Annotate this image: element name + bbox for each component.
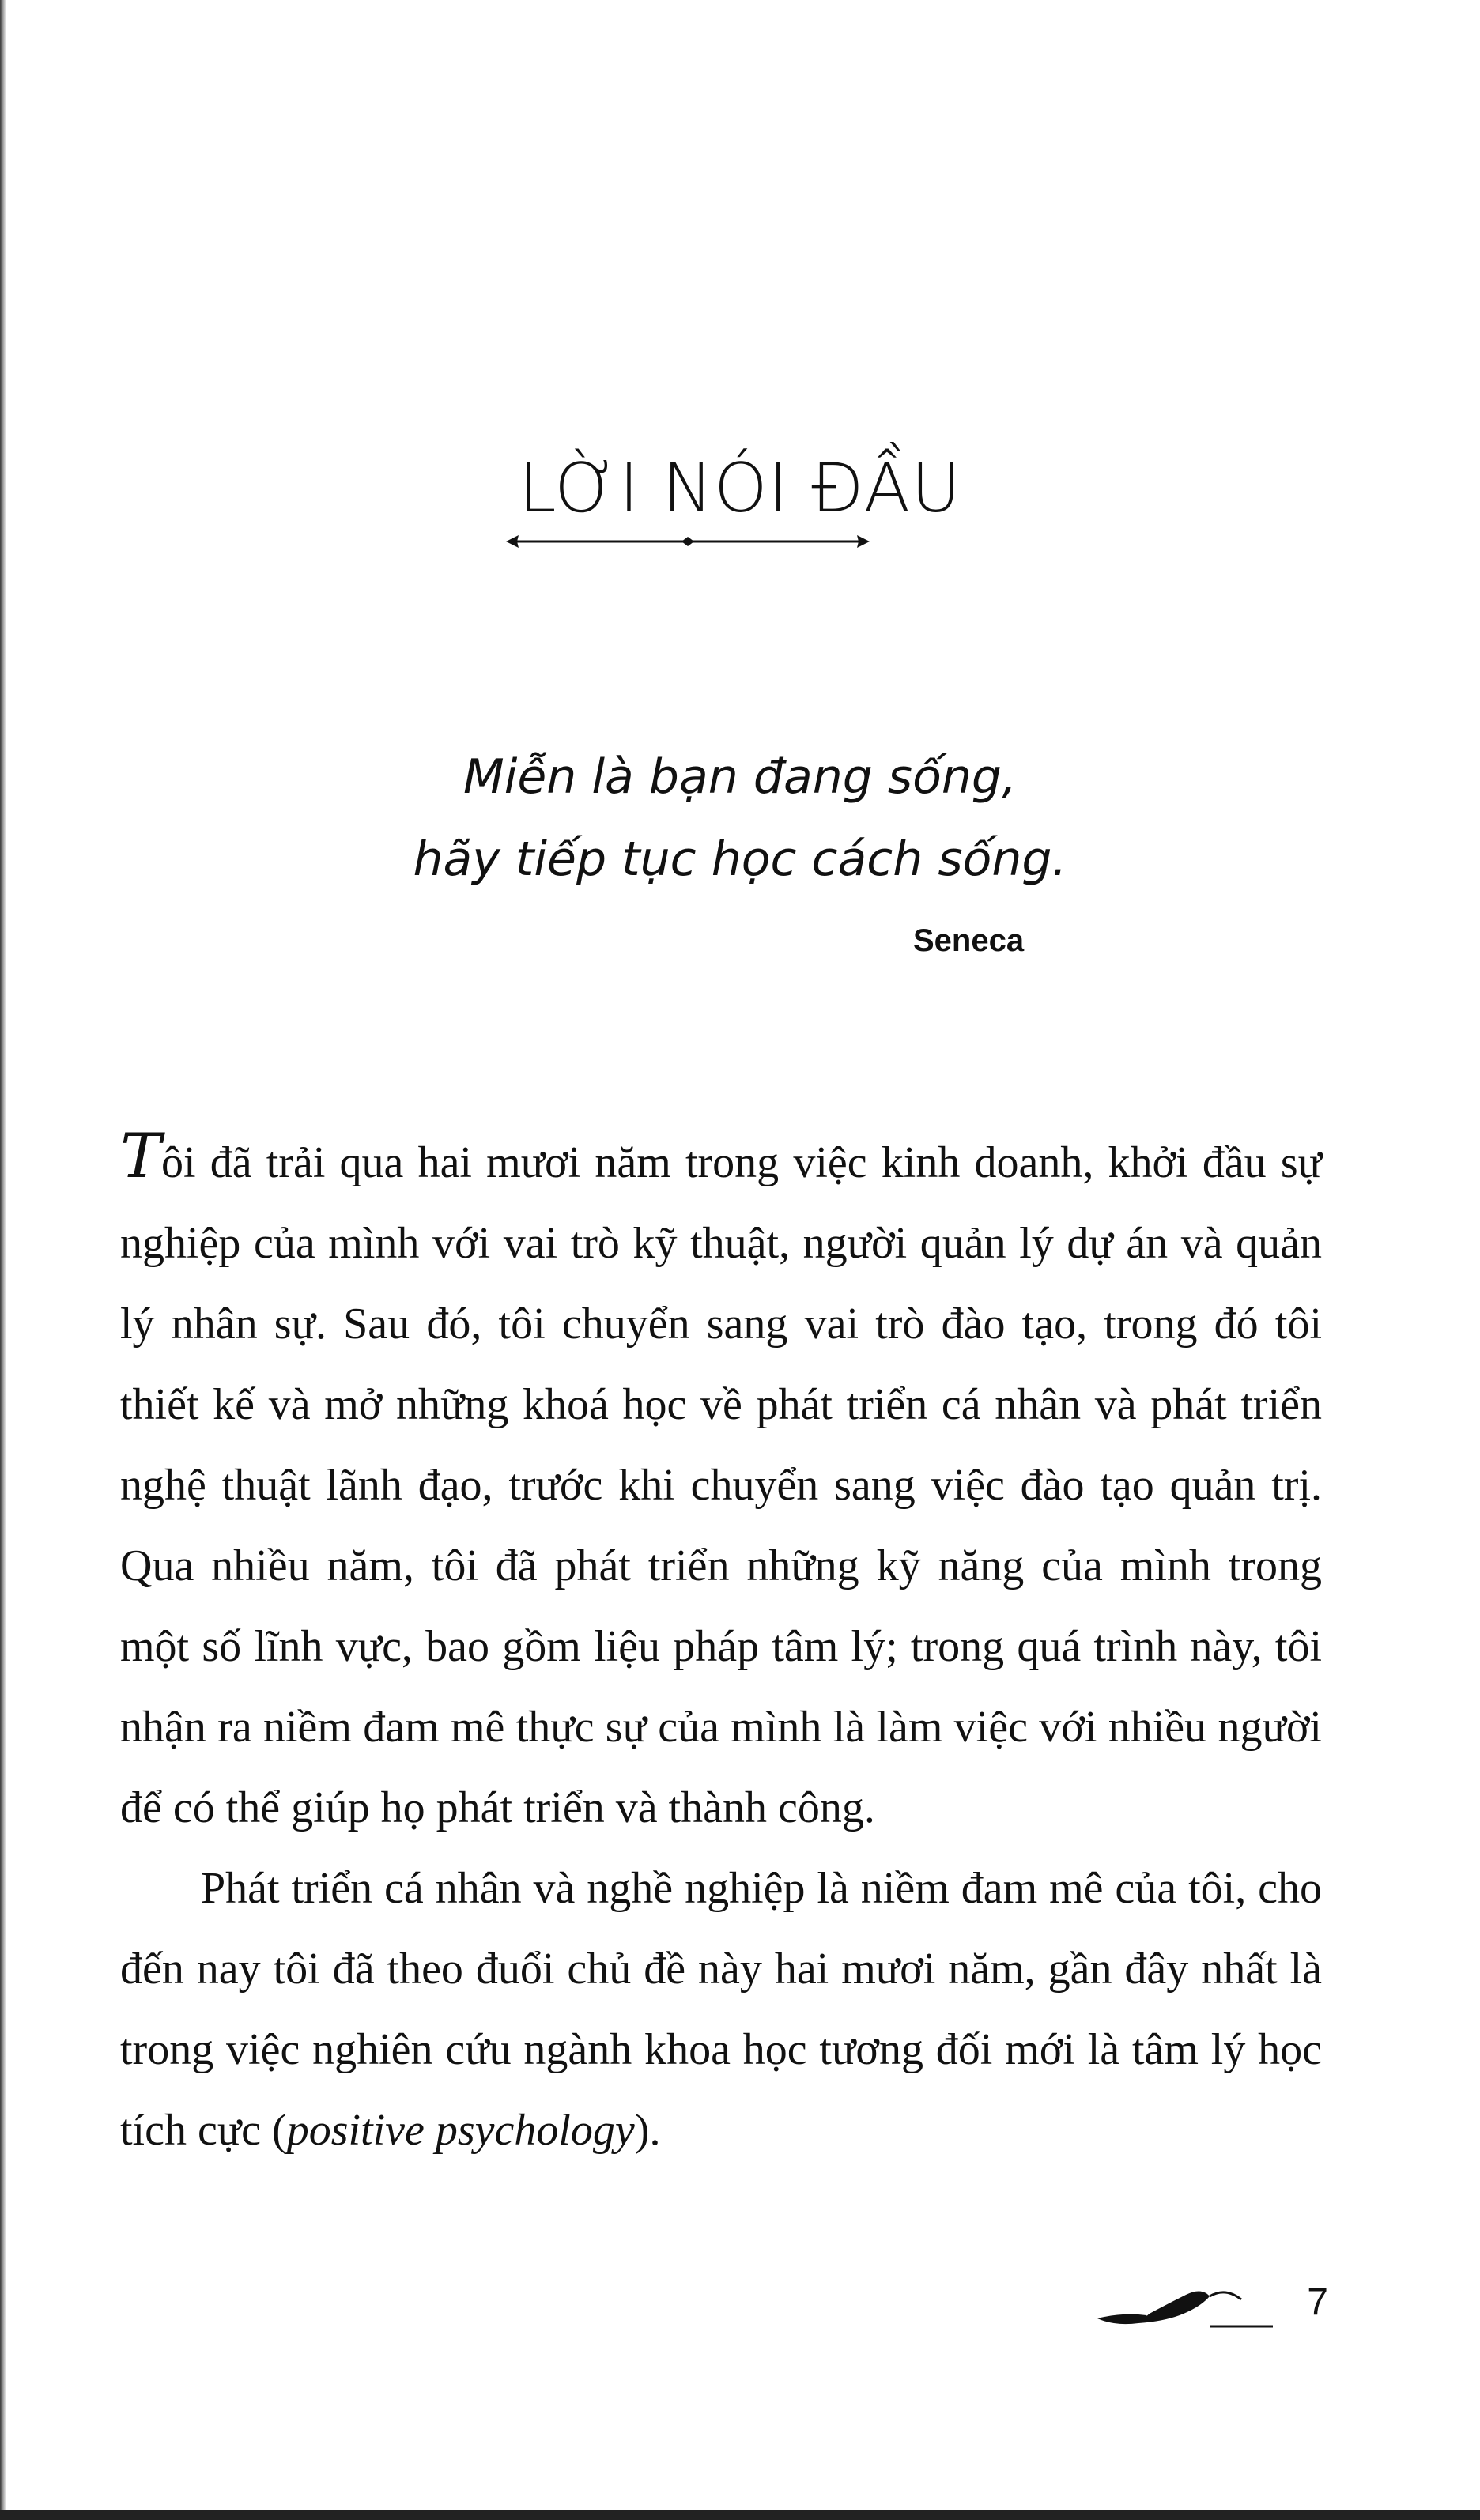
paragraph-2 bbox=[120, 1848, 1322, 2171]
page-footer bbox=[1091, 2280, 1328, 2336]
paragraph-1 bbox=[120, 1122, 1322, 1848]
paragraph-1-text: ôi đã trải qua hai mươi năm trong việc kinh doanh, khởi đầu sự nghiệp của mình với vai trò kỹ thuật, người quản lý dự án và quản lý nhân sự. Sau đó, tôi chuyển sang vai trò đào tạo, trong đó tôi thiết kế và mở những khoá học về phát triển cá nhân và phát triển nghệ thuật lãnh đạo, trước khi chuyển sang việc đào tạo quản trị. Qua nhiều năm, tôi đã phát triển những kỹ năng của mình trong một số lĩnh vực, bao gồm liệu pháp tâm lý; trong quá trình này, tôi nhận ra niềm đam mê thực sự của mình là làm việc với nhiều người để có thể giúp họ phát triển và thành công. bbox=[120, 1138, 1322, 1832]
epigraph-author: Seneca bbox=[913, 923, 1025, 958]
paragraph-2-text-end: ). bbox=[634, 2106, 661, 2155]
body-text bbox=[120, 1122, 1322, 2171]
epigraph-line-1: Miễn là bạn đang sống, bbox=[462, 749, 1018, 805]
title-ornament-divider bbox=[506, 526, 870, 557]
quill-ornament-icon bbox=[1091, 2280, 1273, 2336]
paragraph-2-italic-term: positive psychology bbox=[286, 2106, 635, 2155]
drop-cap: T bbox=[120, 1121, 162, 1192]
page-number: 7 bbox=[1307, 2281, 1328, 2323]
page-bottom-edge bbox=[0, 2510, 1480, 2520]
chapter-title: LỜI NÓI ĐẦU bbox=[518, 449, 962, 528]
paragraph-2-text: Phát triển cá nhân và nghề nghiệp là niềm đam mê của tôi, cho đến nay tôi đã theo đuổi chủ đề này hai mươi năm, gần đây nhất là trong việc nghiên cứu ngành khoa học tương đối mới là tâm lý học tích cực ( bbox=[120, 1864, 1322, 2155]
page-edge-shadow bbox=[0, 0, 6, 2520]
epigraph-line-2: hãy tiếp tục học cách sống. bbox=[413, 832, 1067, 887]
